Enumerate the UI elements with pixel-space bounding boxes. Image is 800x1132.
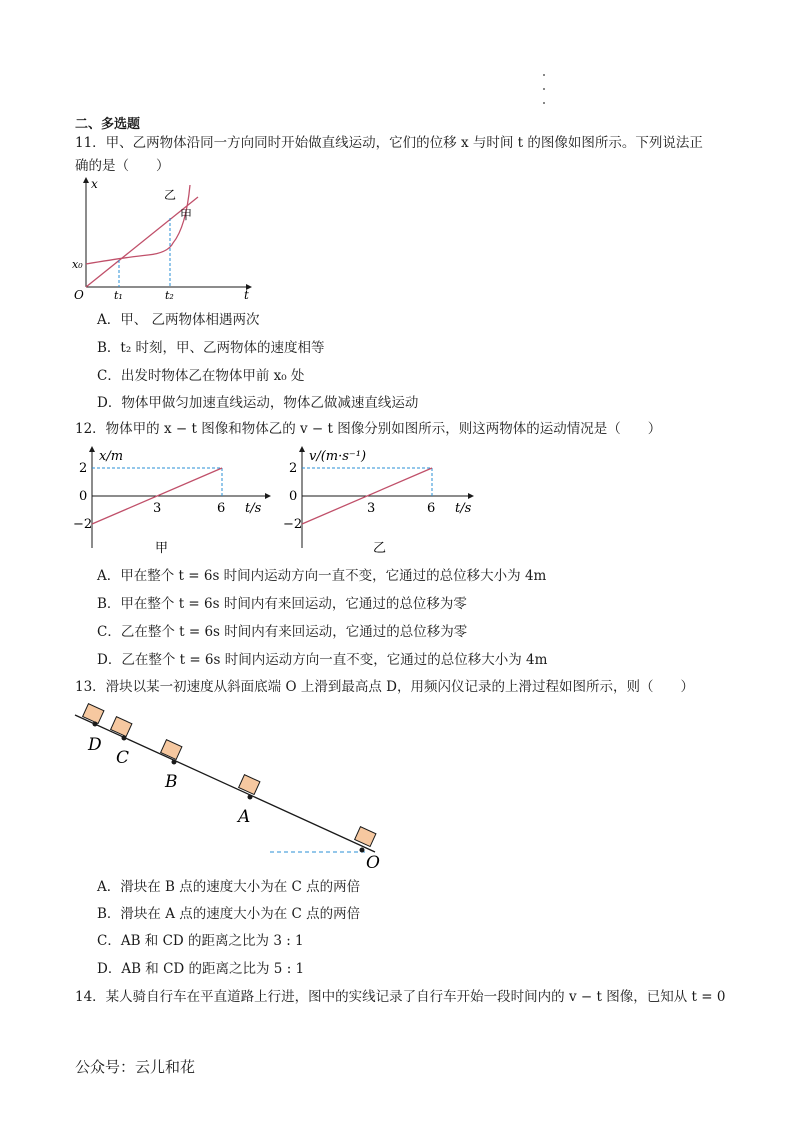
q12-left-xtick-3: 3	[153, 501, 162, 516]
q12-left-xtick-6: 6	[217, 501, 226, 516]
q13-label-b: B	[165, 772, 178, 792]
q13-label-d: D	[88, 735, 102, 755]
q11-option-a: A．甲、 乙两物体相遇两次	[97, 312, 260, 328]
section-title: 二、多选题	[75, 117, 141, 132]
q12-right-ytick-2: 2	[289, 461, 298, 476]
q12-right-xtick-6: 6	[427, 501, 436, 516]
q12-stem: 12．物体甲的 x − t 图像和物体乙的 v − t 图像分别如图所示，则这两物体的运动情况是（ ）	[75, 421, 662, 437]
q11-axis-y-label: x	[91, 177, 98, 191]
q12-right-caption: 乙	[373, 541, 387, 556]
top-dots	[543, 74, 545, 116]
q12-option-a: A．甲在整个 t = 6s 时间内运动方向一直不变，它通过的总位移大小为 4m	[97, 568, 547, 584]
q11-t2-label: t₂	[165, 289, 174, 302]
q11-stem-line2: 确的是（ ）	[75, 158, 170, 174]
q12-right-ytick-0: 0	[289, 489, 298, 504]
q12-right-ytick-neg2: −2	[283, 517, 303, 532]
q13-incline-diagram	[70, 700, 400, 875]
q11-axis-x-label: t	[244, 288, 249, 302]
q12-left-ytick-0: 0	[79, 489, 88, 504]
q12-left-ytick-2: 2	[79, 461, 88, 476]
q13-option-a: A．滑块在 B 点的速度大小为在 C 点的两倍	[97, 879, 361, 895]
q13-stem: 13．滑块以某一初速度从斜面底端 O 上滑到最高点 D，用频闪仪记录的上滑过程如图所示，则（ ）	[75, 679, 694, 695]
q13-option-b: B．滑块在 A 点的速度大小为在 C 点的两倍	[97, 906, 361, 922]
q12-option-b: B．甲在整个 t = 6s 时间内有来回运动，它通过的总位移为零	[97, 596, 467, 612]
q11-option-b: B．t₂ 时刻，甲、乙两物体的速度相等	[97, 340, 325, 356]
q13-label-c: C	[116, 748, 130, 768]
q12-right-ylabel: v/(m·s⁻¹)	[309, 449, 367, 464]
q11-jia-label: 甲	[180, 208, 193, 222]
q12-right-xlabel: t/s	[455, 501, 472, 516]
q13-block-c	[111, 717, 132, 737]
q13-label-a: A	[238, 807, 251, 827]
q11-x0-label: x₀	[72, 258, 83, 271]
q11-option-d: D．物体甲做匀加速直线运动，物体乙做减速直线运动	[97, 395, 419, 411]
q11-yi-label: 乙	[164, 188, 177, 202]
q11-stem-line1: 11．甲、乙两物体沿同一方向同时开始做直线运动，它们的位移 x 与时间 t 的图像如图所示。下列说法正	[75, 135, 703, 151]
q11-option-c: C．出发时物体乙在物体甲前 x₀ 处	[97, 368, 305, 384]
q12-left-ylabel: x/m	[99, 449, 124, 464]
q11-t1-label: t₁	[114, 289, 123, 302]
q13-incline	[75, 715, 375, 852]
q12-graph-left	[75, 444, 280, 559]
q12-right-xtick-3: 3	[367, 501, 376, 516]
q12-left-caption: 甲	[155, 541, 169, 556]
footer-account: 公众号：云儿和花	[75, 1058, 196, 1076]
q13-block-b	[161, 740, 182, 760]
q11-xt-graph	[68, 175, 258, 305]
q13-option-d: D．AB 和 CD 的距离之比为 5 : 1	[97, 961, 305, 977]
q13-label-o: O	[366, 853, 380, 873]
q14-stem: 14．某人骑自行车在平直道路上行进，图中的实线记录了自行车开始一段时间内的 v − t 图像，已知从 t = 0	[75, 989, 726, 1005]
q12-left-xlabel: t/s	[245, 501, 262, 516]
q12-option-d: D．乙在整个 t = 6s 时间内运动方向一直不变，它通过的总位移大小为 4m	[97, 652, 548, 668]
q12-graph-right	[285, 444, 490, 559]
q12-option-c: C．乙在整个 t = 6s 时间内有来回运动，它通过的总位移为零	[97, 624, 468, 640]
q13-option-c: C．AB 和 CD 的距离之比为 3 : 1	[97, 933, 304, 949]
q11-origin-label: O	[74, 288, 84, 302]
q12-left-ytick-neg2: −2	[73, 517, 93, 532]
